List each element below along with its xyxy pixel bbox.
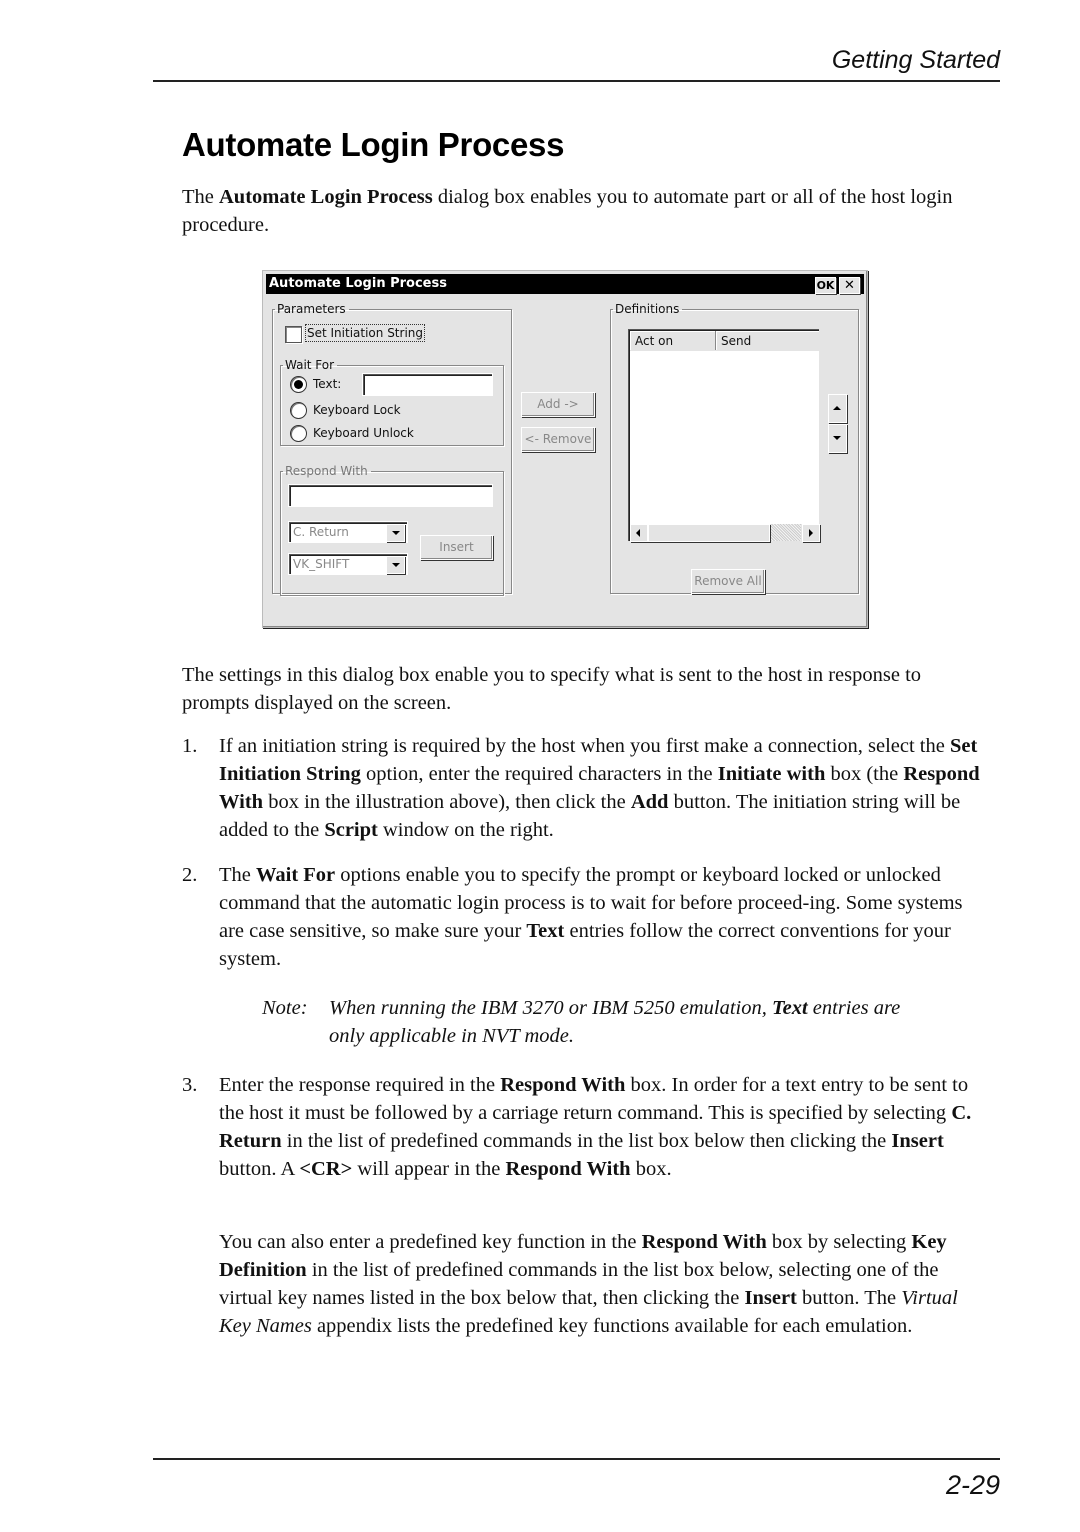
radio-text[interactable] [290, 376, 307, 393]
note-label: Note: [262, 997, 308, 1019]
footer-rule [153, 1458, 1000, 1460]
remove-button[interactable]: <- Remove [521, 427, 595, 452]
chevron-down-icon[interactable] [386, 524, 405, 542]
command-select-value: C. Return [293, 525, 349, 539]
scroll-right-icon[interactable] [802, 524, 820, 542]
radio-keyboard-lock-label: Keyboard Lock [313, 403, 401, 417]
intro-text-end: dialog box enables you to automate part or all of the host login procedure. [182, 186, 953, 236]
respond-with-group [280, 464, 504, 596]
definitions-list[interactable] [628, 329, 819, 541]
chevron-down-icon[interactable] [386, 556, 405, 574]
automate-login-dialog [262, 270, 868, 628]
parameters-legend: Parameters [277, 302, 346, 316]
intro-text: The [182, 186, 219, 208]
add-button[interactable]: Add -> [521, 392, 595, 417]
header-rule [153, 80, 1000, 82]
respond-with-legend: Respond With [285, 464, 368, 478]
dialog-titlebar [266, 274, 864, 294]
column-act-on[interactable]: Act on [630, 331, 716, 350]
note-text: When running the IBM 3270 or IBM 5250 emulation, [329, 997, 772, 1019]
running-head: Getting Started [831, 46, 1000, 74]
set-initiation-string-checkbox[interactable] [285, 326, 302, 343]
dialog-title: Automate Login Process [269, 276, 447, 291]
scrollbar-thumb[interactable] [648, 524, 770, 542]
note-bold: Text [771, 997, 808, 1019]
list-number: 3. [182, 1074, 198, 1096]
note [262, 994, 902, 1050]
scrollbar-track[interactable] [771, 524, 801, 541]
definitions-legend: Definitions [615, 302, 680, 316]
move-up-icon[interactable] [828, 394, 847, 423]
note-body [329, 994, 902, 1050]
ok-button[interactable]: OK [816, 279, 835, 292]
scroll-left-icon[interactable] [630, 524, 648, 542]
parameters-group [272, 302, 512, 594]
page-number: 2-29 [945, 1470, 1000, 1500]
move-down-icon[interactable] [828, 424, 847, 453]
list-item-3 [182, 1071, 982, 1183]
list-item-body: If an initiation string is required by the host when you first make a connection, select the Set Initiation String option, enter the required characters in the Initiate with box (the Respond With box in the illustration above), then click the Add button. The initiation string will be added to the Script window on the right. [219, 735, 980, 841]
radio-keyboard-unlock-label: Keyboard Unlock [313, 426, 414, 440]
set-initiation-string-label[interactable]: Set Initiation String [307, 326, 424, 340]
list-item-body: Enter the response required in the Respond With box. In order for a text entry to be sent to the host it must be followed by a carriage return command. This is specified by selecting C. Return in the list of predefined commands in the list box below then clicking the Insert button. A <CR> will appear in the Respond With box. [219, 1074, 972, 1180]
virtual-key-select-value: VK_SHIFT [293, 557, 350, 571]
wait-for-group [280, 358, 504, 446]
respond-with-input[interactable] [288, 484, 493, 507]
command-select[interactable] [288, 521, 408, 543]
close-icon[interactable]: ✕ [839, 277, 860, 294]
radio-keyboard-lock[interactable] [290, 402, 307, 419]
remove-all-button[interactable]: Remove All [691, 569, 765, 594]
wait-for-legend: Wait For [285, 358, 335, 372]
wait-for-text-input[interactable] [362, 373, 493, 396]
list-item-body: The Wait For options enable you to specify the prompt or keyboard locked or unlocked command that the automatic login process is to wait for before proceed-ing. Some systems are case sensitive, so make sure your Text entries follow the correct conventions for your system. [219, 864, 963, 970]
intro-paragraph [182, 183, 972, 239]
note-text-end: entries are only applicable in NVT mode. [329, 997, 901, 1047]
radio-text-label: Text: [313, 377, 342, 391]
key-definition-paragraph: You can also enter a predefined key function in the Respond With box by selecting Key Definition in the list of predefined commands in the list box below, selecting one of the virtual key names listed in the box below that, then clicking the Insert button. The Virtual Key Names appendix lists the predefined key functions available for each emulation. [219, 1231, 958, 1337]
insert-button[interactable]: Insert [420, 535, 493, 560]
column-send[interactable]: Send [716, 331, 819, 350]
intro-bold: Automate Login Process [219, 186, 433, 208]
virtual-key-select[interactable] [288, 553, 408, 575]
list-number: 2. [182, 864, 198, 886]
list-number: 1. [182, 735, 198, 757]
list-item-1 [182, 732, 982, 844]
horizontal-scrollbar[interactable] [630, 524, 819, 541]
list-header [630, 331, 819, 351]
list-item-2 [182, 861, 982, 973]
settings-paragraph: The settings in this dialog box enable you to specify what is sent to the host in response to prompts displayed on the screen. [182, 664, 922, 714]
radio-keyboard-unlock[interactable] [290, 425, 307, 442]
page-title: Automate Login Process [182, 126, 565, 163]
